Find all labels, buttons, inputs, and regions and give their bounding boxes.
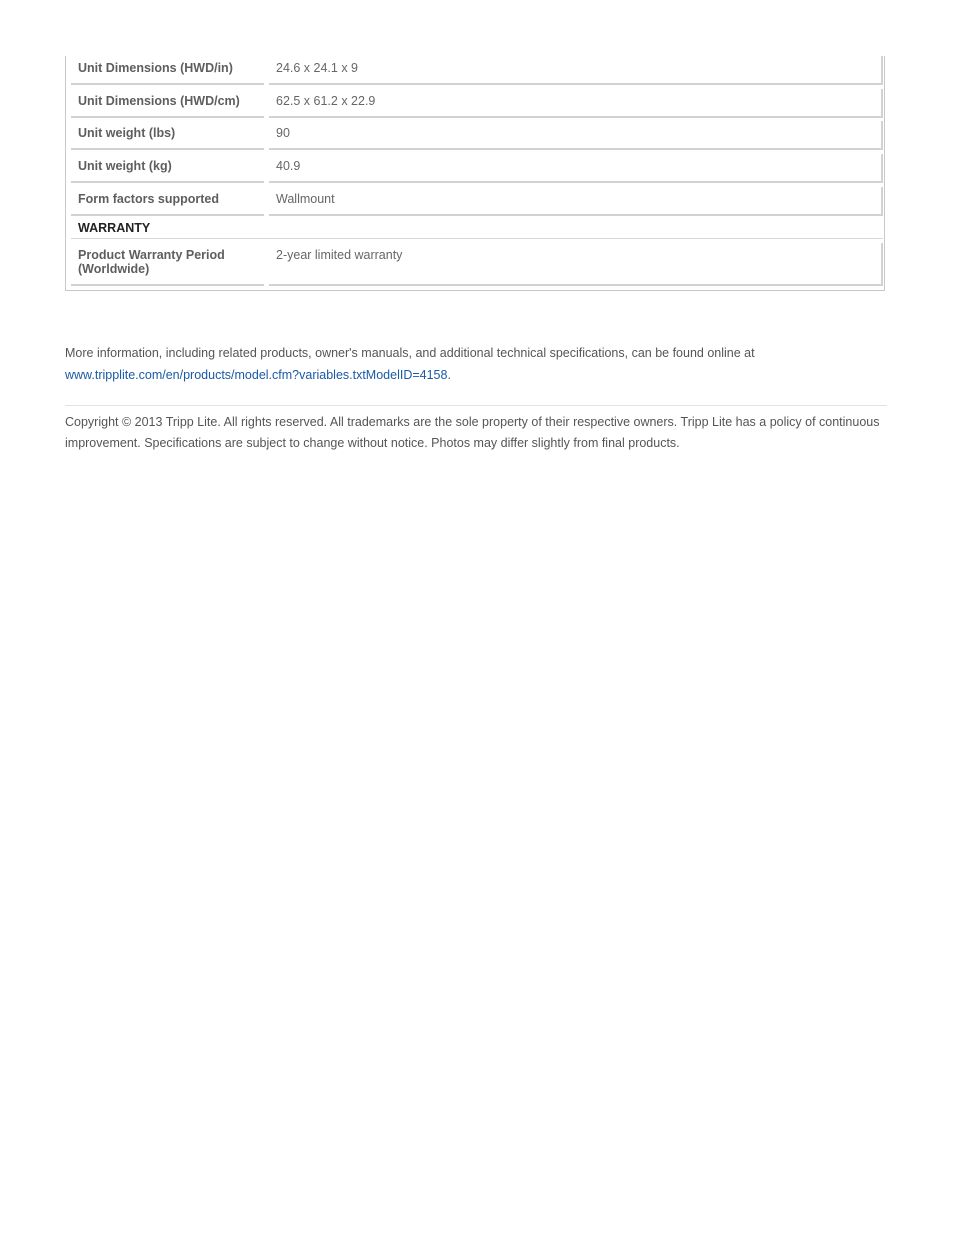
spec-table xyxy=(65,56,885,291)
spec-value: 24.6 x 24.1 x 9 xyxy=(269,56,883,85)
link-suffix: . xyxy=(447,368,451,382)
spec-row-weight-kg xyxy=(71,154,883,183)
spec-label: Form factors supported xyxy=(71,187,264,216)
more-info-paragraph xyxy=(65,342,895,386)
spec-label: Unit Dimensions (HWD/in) xyxy=(71,56,264,85)
spec-row-dimensions-in xyxy=(71,56,883,85)
spec-label: Unit Dimensions (HWD/cm) xyxy=(71,89,264,118)
spec-value: 2-year limited warranty xyxy=(269,243,883,286)
spec-value: Wallmount xyxy=(269,187,883,216)
spec-row-weight-lbs xyxy=(71,121,883,150)
spec-row-form-factors xyxy=(71,187,883,216)
spec-value: 90 xyxy=(269,121,883,150)
spec-value: 62.5 x 61.2 x 22.9 xyxy=(269,89,883,118)
spec-value: 40.9 xyxy=(269,154,883,183)
more-info-text: More information, including related products, owner's manuals, and additional technical specifications, can be found online at xyxy=(65,346,755,360)
spec-label: Unit weight (kg) xyxy=(71,154,264,183)
spec-label: Unit weight (lbs) xyxy=(71,121,264,150)
divider xyxy=(65,405,887,406)
product-link[interactable]: www.tripplite.com/en/products/model.cfm?variables.txtModelID=4158 xyxy=(65,368,448,382)
spec-label: Product Warranty Period (Worldwide) xyxy=(71,243,264,286)
warranty-section-header: WARRANTY xyxy=(71,217,883,239)
spec-row-dimensions-cm xyxy=(71,89,883,118)
spec-row-warranty-period xyxy=(71,243,883,286)
copyright-notice: Copyright © 2013 Tripp Lite. All rights reserved. All trademarks are the sole property of their respective owners. Tripp Lite has a policy of continuous improvement. Specifications are subject to change without notice. Photos may differ slightly from final products. xyxy=(65,415,880,450)
